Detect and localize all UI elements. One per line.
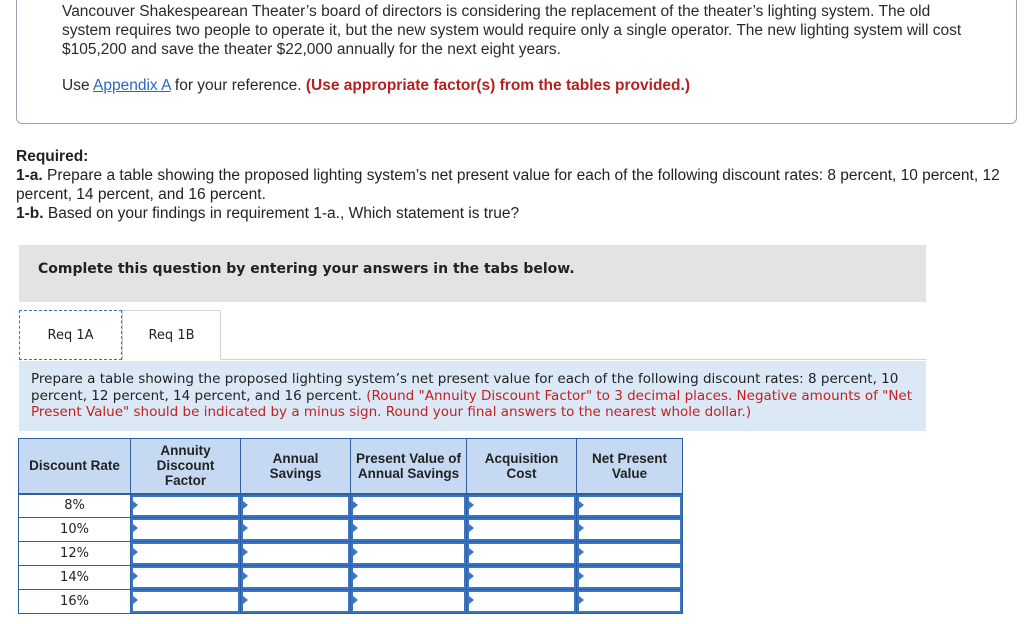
appendix-a-link[interactable]: Appendix A [93, 77, 171, 94]
header-npv: Net Present Value [577, 439, 683, 494]
use-prefix: Use [62, 77, 94, 94]
header-acquisition-cost: Acquisition Cost [467, 439, 577, 494]
header-annual-savings: Annual Savings [241, 439, 351, 494]
problem-statement: Vancouver Shakespearean Theater’s board of directors is considering the replacement of the theater’s lighting system. The old system requires two people to operate it, but the new system would require only a single operator. The new lighting system will cost $105,200 and save the theater $22,000 annually for the next eight years. [62, 3, 962, 58]
use-factors-note: (Use appropriate factor(s) from the tables provided.) [305, 77, 690, 94]
npv-input[interactable] [577, 590, 682, 613]
acquisition-cost-input[interactable] [467, 495, 576, 518]
npv-input[interactable] [577, 518, 682, 541]
table-row [19, 566, 683, 590]
acquisition-cost-input[interactable] [467, 566, 576, 589]
instructions-text: Prepare a table showing the proposed lighting system’s net present value for each of the following discount rates: 8 percent, 10 percent, 12 percent, 14 percent, and 16 percent. [31, 371, 899, 404]
pv-savings-input[interactable] [351, 542, 466, 565]
tab-divider [221, 359, 927, 360]
npv-input[interactable] [577, 495, 682, 518]
required-heading: Required: [16, 148, 89, 165]
annual-savings-input[interactable] [241, 566, 350, 589]
appendix-reference [62, 77, 690, 95]
table-row [19, 542, 683, 566]
required-section [16, 147, 1006, 223]
complete-banner [19, 245, 926, 302]
instructions-note: (Round "Annuity Discount Factor" to 3 decimal places. Negative amounts of "Net Present Value" should be indicated by a minus sign. Round your final answers to the nearest whole dollar.) [31, 387, 913, 420]
pv-savings-input[interactable] [351, 590, 466, 613]
rate-cell: 14% [19, 566, 131, 590]
acquisition-cost-input[interactable] [467, 590, 576, 613]
banner-text: Complete this question by entering your answers in the tabs below. [38, 261, 575, 277]
annual-savings-input[interactable] [241, 542, 350, 565]
annuity-factor-input[interactable] [131, 495, 240, 518]
table-row [19, 518, 683, 542]
annuity-factor-input[interactable] [131, 590, 240, 613]
table-row [19, 590, 683, 614]
pv-savings-input[interactable] [351, 566, 466, 589]
npv-input[interactable] [577, 542, 682, 565]
header-annuity-factor: Annuity Discount Factor [131, 439, 241, 494]
tab-req-1b[interactable]: Req 1B [122, 310, 221, 360]
acquisition-cost-input[interactable] [467, 518, 576, 541]
rate-cell: 10% [19, 518, 131, 542]
table-row [19, 494, 683, 518]
rate-cell: 12% [19, 542, 131, 566]
annual-savings-input[interactable] [241, 495, 350, 518]
header-pv-savings: Present Value of Annual Savings [351, 439, 467, 494]
npv-table [18, 438, 683, 614]
acquisition-cost-input[interactable] [467, 542, 576, 565]
header-discount-rate: Discount Rate [19, 439, 131, 494]
annuity-factor-input[interactable] [131, 566, 240, 589]
rate-cell: 8% [19, 494, 131, 518]
annuity-factor-input[interactable] [131, 518, 240, 541]
pv-savings-input[interactable] [351, 518, 466, 541]
rate-cell: 16% [19, 590, 131, 614]
annuity-factor-input[interactable] [131, 542, 240, 565]
pv-savings-input[interactable] [351, 495, 466, 518]
annual-savings-input[interactable] [241, 590, 350, 613]
tab-req-1a[interactable]: Req 1A [19, 310, 122, 360]
requirement-1b: 1-b. Based on your findings in requirement 1-a., Which statement is true? [16, 205, 520, 222]
npv-input[interactable] [577, 566, 682, 589]
instructions-panel [19, 361, 926, 431]
use-suffix: for your reference. [170, 77, 302, 94]
requirement-1a: 1-a. Prepare a table showing the proposed lighting system’s net present value for each of the following discount rates: 8 percent, 10 percent, 12 percent, 14 percent, and 16 percent. [16, 167, 1000, 203]
annual-savings-input[interactable] [241, 518, 350, 541]
